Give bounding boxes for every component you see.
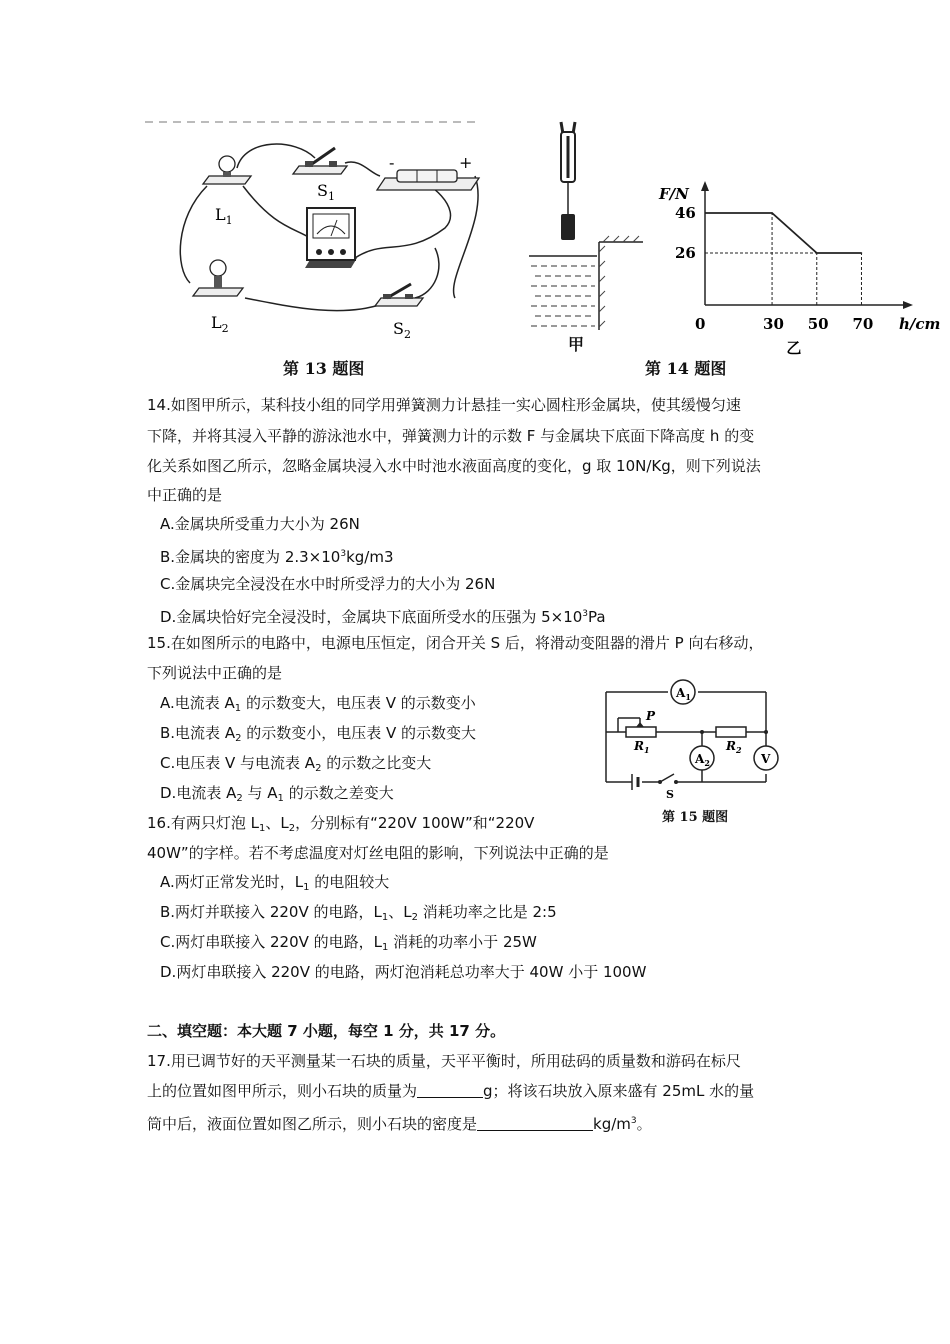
data-point	[771, 212, 773, 214]
q15-stem-line-2: 下列说法中正确的是	[147, 664, 283, 682]
q17-line-2: 上的位置如图甲所示，则小石块的质量为 g；将该石块放入原来盛有 25mL 水的量	[147, 1082, 755, 1100]
figure-14-jia-drawing	[525, 122, 655, 352]
label-plus: +	[459, 153, 473, 172]
svg-text:A2: $A_2$	[695, 752, 710, 768]
y-tick-label: 26	[675, 244, 696, 262]
figure-15-circuit	[598, 678, 788, 800]
q15-option-a: A.电流表 $A_1$ 的示数变大，电压表 V 的示数变小	[160, 694, 476, 714]
meter-icon	[305, 208, 357, 268]
q14-stem-line-4: 中正确的是	[147, 486, 223, 504]
bulb-l2-icon	[193, 260, 243, 296]
svg-text:P: P	[646, 709, 656, 723]
q14-option-d: D.金属块恰好完全浸没时，金属块下底面所受水的压强为 $5\times 10^3Pa$	[160, 608, 606, 626]
caption-fig13: 第 13 题图	[283, 359, 365, 378]
y-axis-label: F/N	[659, 185, 689, 203]
figure-14-yi	[650, 185, 941, 357]
q15-option-b: B.电流表 $A_2$ 的示数变小，电压表 V 的示数变大	[160, 724, 477, 744]
section-2-heading: 二、填空题：本大题 7 小题，每空 1 分，共 17 分。	[147, 1022, 506, 1040]
y-axis-arrow	[701, 181, 709, 191]
x-axis-label: h/cm	[899, 315, 941, 333]
q14-stem-line-1: 14.如图甲所示，某科技小组的同学用弹簧测力计悬挂一实心圆柱形金属块，使其缓慢匀速	[147, 396, 741, 414]
caption-fig14: 第 14 题图	[645, 359, 727, 378]
figure-13	[145, 118, 505, 383]
figure-13-circuit	[145, 118, 505, 383]
series-line	[705, 213, 861, 253]
q16-option-b: B.两灯并联接入 220V 的电路，$L_1$、$L_2$ 消耗功率之比是 2:5	[160, 903, 557, 923]
figure-14-chart	[650, 185, 941, 357]
q14-stem-line-3: 化关系如图乙所示，忽略金属块浸入水中时池水液面高度的变化，g 取 10N/Kg，则下列说法	[147, 457, 761, 475]
q16-stem-line-2: 40W”的字样。若不考虑温度对灯丝电阻的影响，下列说法中正确的是	[147, 844, 609, 862]
q17-blank-mass[interactable]	[417, 1082, 483, 1098]
q14-option-b: B.金属块的密度为 $2.3\times 10^3kg/m3$	[160, 548, 394, 566]
x-axis-arrow	[903, 301, 913, 309]
q15-stem-line-1: 15.在如图所示的电路中，电源电压恒定，闭合开关 S 后，将滑动变阻器的滑片 P 向右移动，	[147, 634, 764, 652]
q17-line-3: 筒中后，液面位置如图乙所示，则小石块的密度是 $kg/m^3$。	[147, 1115, 652, 1133]
q16-option-c: C.两灯串联接入 220V 的电路，$L_1$ 消耗的功率小于 25W	[160, 933, 537, 953]
switch-s2-icon	[375, 284, 423, 306]
q15-option-d: D.电流表 $A_2$ 与 $A_1$ 的示数之差变大	[160, 784, 394, 804]
x-tick-label: 50	[807, 315, 829, 333]
svg-text:R2: $R_2$	[726, 739, 742, 755]
q16-option-a: A.两灯正常发光时，$L_1$ 的电阻较大	[160, 873, 390, 893]
q14-option-a: A.金属块所受重力大小为 26N	[160, 515, 360, 533]
figure-14-jia	[525, 122, 655, 352]
label-s2: $S_2$	[393, 319, 411, 341]
data-point	[816, 252, 818, 254]
x-tick-label: 30	[763, 315, 784, 333]
label-l1: $L_1$	[215, 205, 233, 227]
svg-text:R1: $R_1$	[634, 739, 650, 755]
q17-line-1: 17.用已调节好的天平测量某一石块的质量，天平平衡时，所用砝码的质量数和游码在标尺	[147, 1052, 741, 1070]
switch-s1-icon	[293, 148, 347, 174]
label-jia: 甲	[568, 335, 585, 354]
label-l2: $L_2$	[211, 313, 229, 335]
q16-option-d: D.两灯串联接入 220V 的电路，两灯泡消耗总功率大于 40W 小于 100W	[160, 963, 647, 981]
x-tick-label: 0	[695, 315, 706, 333]
x-tick-label: 70	[852, 315, 874, 333]
figure-15	[598, 678, 788, 800]
q14-stem-line-2: 下降，并将其浸入平静的游泳池水中，弹簧测力计的示数 F 与金属块下底面下降高度 h 的变	[147, 427, 755, 445]
q16-stem-line-1: 16.有两只灯泡 $L_1$、$L_2$，分别标有“220V 100W”和“220V	[147, 814, 535, 834]
q14-option-c: C.金属块完全浸没在水中时所受浮力的大小为 26N	[160, 575, 496, 593]
y-tick-label: 46	[675, 204, 696, 222]
battery-icon	[377, 170, 479, 190]
q15-option-c: C.电压表 V 与电流表 $A_2$ 的示数之比变大	[160, 754, 432, 774]
svg-text:S: S	[666, 788, 674, 801]
bulb-l1-icon	[203, 156, 251, 184]
svg-text:V: V	[761, 752, 771, 766]
q17-blank-density[interactable]	[477, 1115, 593, 1131]
label-minus: -	[389, 153, 395, 172]
svg-text:A1: $A_1$	[676, 686, 691, 702]
label-s1: $S_1$	[317, 181, 335, 203]
caption-fig15: 第 15 题图	[662, 810, 729, 825]
label-yi: 乙	[786, 339, 802, 357]
data-point	[861, 252, 863, 254]
